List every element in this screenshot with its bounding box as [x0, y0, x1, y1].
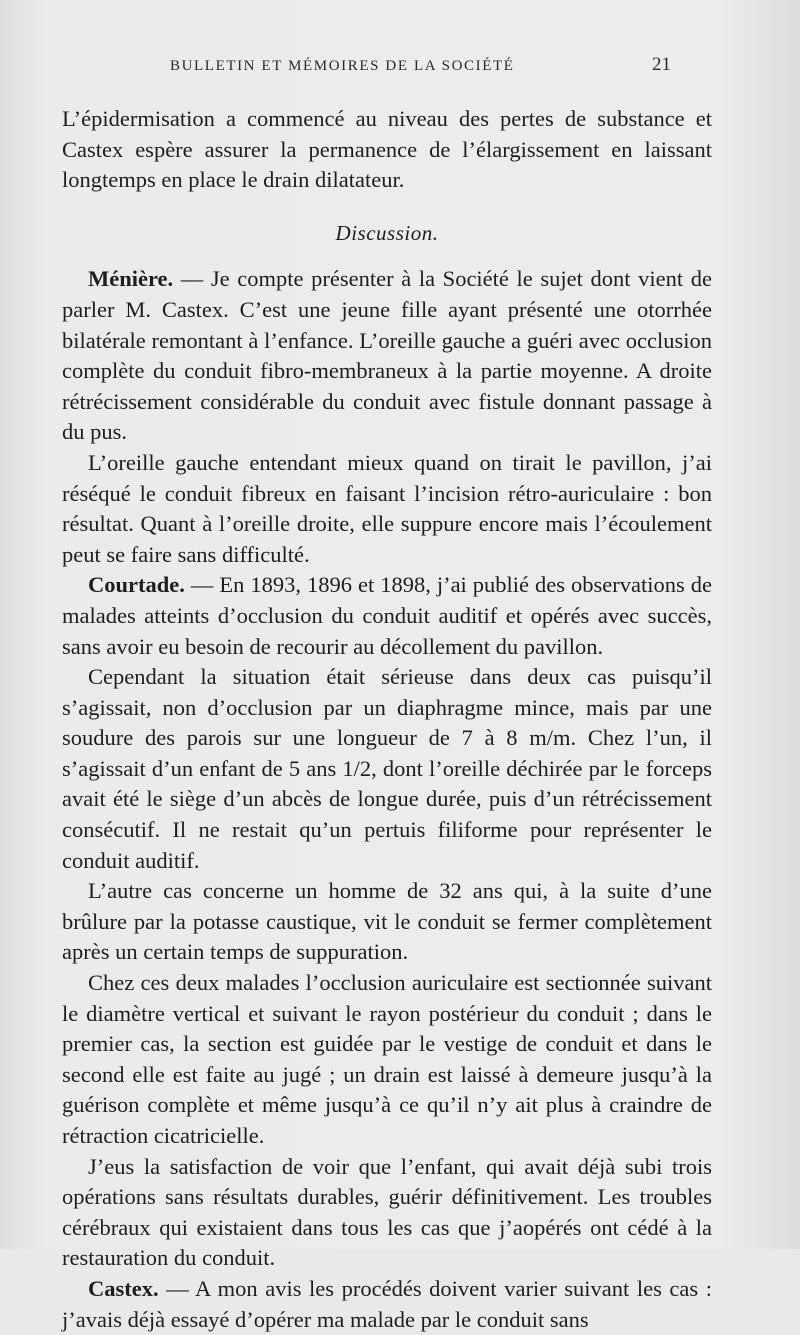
- body-text: [62, 104, 712, 1335]
- section-heading: Discussion.: [335, 220, 439, 245]
- paragraph-castex: [62, 1274, 712, 1335]
- paragraph-meniere: [62, 264, 712, 448]
- paragraph-text: — A mon avis les procédés doivent varier suivant les cas : j’avais déjà essayé d’opérer ma malade par le conduit sans: [62, 1275, 712, 1332]
- paragraph: L’oreille gauche entendant mieux quand on tirait le pavillon, j’ai réséqué le conduit fibreux en faisant l’incision rétro-auriculaire : bon résultat. Quant à l’oreille droite, elle suppure encore mais l’écoulement peut se faire sans difficulté.: [62, 449, 712, 567]
- speaker-name: Ménière.: [88, 266, 174, 292]
- running-head: BULLETIN ET MÉMOIRES DE LA SOCIÉTÉ: [170, 58, 515, 74]
- paragraph: J’eus la satisfaction de voir que l’enfant, qui avait déjà subi trois opérations sans résultats durables, guérir définitivement. Les troubles cérébraux qui existaient dans tous les cas que j’aopérés ont cédé à la restauration du conduit.: [62, 1153, 712, 1271]
- intro-paragraph: L’épidermisation a commencé au niveau des pertes de substance et Castex espère assurer la permanence de l’élargissement en laissant longtemps en place le drain dilatateur.: [62, 106, 712, 193]
- page-number: 21: [652, 54, 671, 75]
- paragraph-text: — Je compte présenter à la Société le sujet dont vient de parler M. Castex. C’est une jeune fille ayant présenté une otorrhée bilatérale remontant à l’enfance. L’oreille gauche a guéri avec occlusion complète du conduit fibro-membraneux à la partie moyenne. A droite rétrécissement considérable du conduit avec fistule donnant passage à du pus.: [62, 266, 712, 445]
- paragraph-courtade: [62, 570, 712, 662]
- paragraph: L’autre cas concerne un homme de 32 ans qui, à la suite d’une brûlure par la potasse caustique, vit le conduit se fermer complètement après un certain temps de suppuration.: [62, 878, 712, 965]
- speaker-name: Castex.: [88, 1275, 159, 1301]
- paragraph-text: — En 1893, 1896 et 1898, j’ai publié des observations de malades atteints d’occlusion du conduit auditif et opérés avec succès, sans avoir eu besoin de recourir au décollement du pavillon.: [62, 572, 712, 659]
- paragraph: Cependant la situation était sérieuse dans deux cas puisqu’il s’agissait, non d’occlusion par un diaphragme mince, mais par une soudure des parois sur une longueur de 7 à 8 m/m. Chez l’un, il s’agissait d’un enfant de 5 ans 1/2, dont l’oreille déchirée par le forceps avait été le siège d’un abcès de longue durée, puis d’un rétrécissement consécutif. Il ne restait qu’un pertuis filiforme pour représenter le conduit auditif.: [62, 664, 712, 873]
- paragraph: Chez ces deux malades l’occlusion auriculaire est sectionnée suivant le diamètre vertical et suivant le rayon postérieur du conduit ; dans le premier cas, la section est guidée par le vestige de conduit et dans le second elle est faite au jugé ; un drain est laissé à demeure jusqu’à la guérison complète et même jusqu’à ce qu’il n’y ait plus à craindre de rétraction cicatricielle.: [62, 970, 712, 1148]
- speaker-name: Courtade.: [88, 572, 185, 598]
